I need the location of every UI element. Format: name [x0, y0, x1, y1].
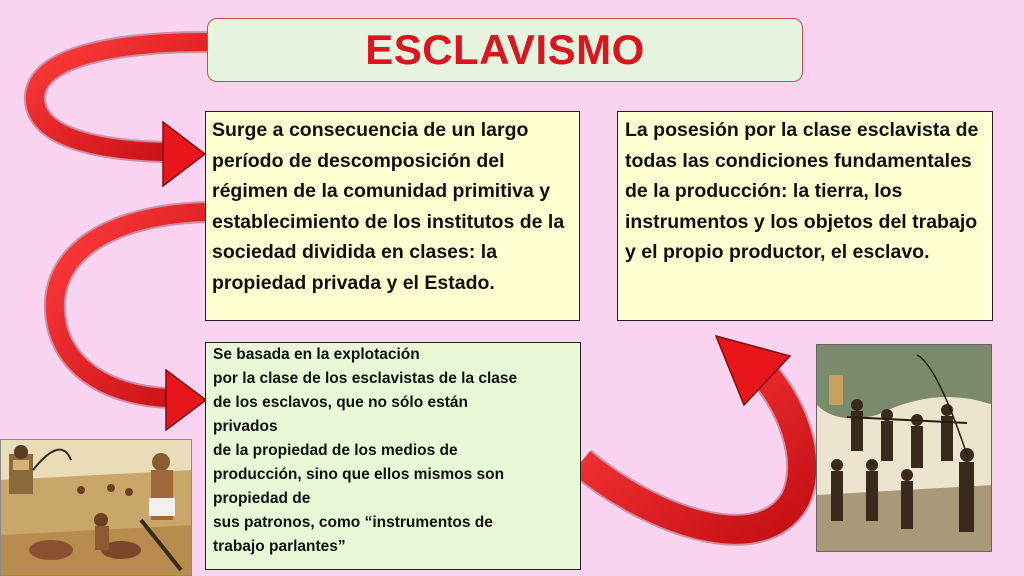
origin-text: Surge a consecuencia de un largo período de descomposición del régimen de la comunidad primitiva y establecimiento de los institutos de la sociedad dividida en clases: la propiedad privada y el Estado. [212, 119, 565, 294]
exploitation-line: sus patronos, como “instrumentos de [213, 514, 493, 531]
arrow-box-left-to-box-bottom [55, 212, 206, 430]
exploitation-text-box [205, 342, 581, 570]
exploitation-line: Se basada en la explotación [213, 346, 420, 363]
exploitation-line: de la propiedad de los medios de [213, 442, 458, 459]
arrow-title-to-box-left [35, 42, 207, 186]
slave-caravan-illustration [816, 344, 992, 552]
ownership-text: La posesión por la clase esclavista de todas las condiciones fundamentales de la producción: la tierra, los instrumentos y los objetos del trabajo y el propio productor, el esclavo. [625, 119, 979, 263]
exploitation-line: producción, sino que ellos mismos son [213, 466, 505, 483]
exploitation-line: privados [213, 418, 278, 435]
origin-text-box [205, 111, 580, 321]
egyptian-slaves-illustration [0, 439, 192, 576]
exploitation-line: de los esclavos, que no sólo están [213, 394, 468, 411]
exploitation-line: por la clase de los esclavistas de la clase [213, 370, 518, 387]
page-title: ESCLAVISMO [365, 26, 645, 73]
exploitation-line: propiedad de [213, 490, 311, 507]
title-box [207, 18, 803, 82]
exploitation-line: trabajo parlantes” [213, 538, 346, 555]
ownership-text-box [617, 111, 993, 321]
arrow-box-bottom-to-box-right [581, 336, 802, 530]
